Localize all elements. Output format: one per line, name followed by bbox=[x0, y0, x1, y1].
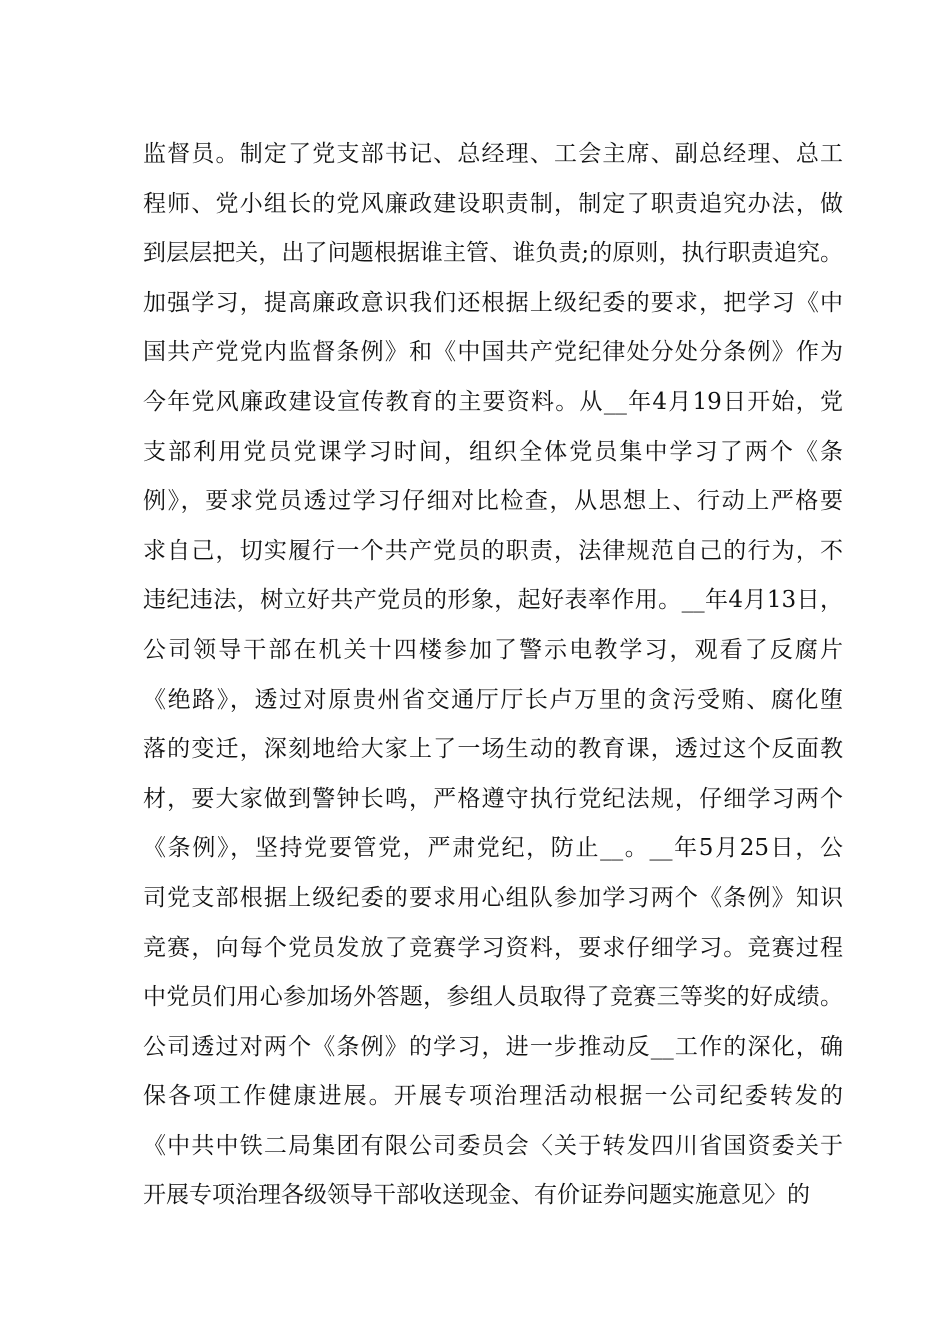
text-line: 公司透过对两个《条例》的学习，进一步推动反__工作的深化，确 bbox=[143, 1033, 843, 1060]
text-line: 例》，要求党员透过学习仔细对比检查，从思想上、行动上严格要 bbox=[143, 488, 843, 515]
text-line: 《条例》，坚持党要管党，严肃党纪，防止__。__年5月25日，公 bbox=[143, 835, 843, 862]
text-line: 《绝路》，透过对原贵州省交通厅厅长卢万里的贪污受贿、腐化堕 bbox=[143, 686, 843, 713]
text-line: 保各项工作健康进展。开展专项治理活动根据一公司纪委转发的 bbox=[143, 1083, 843, 1110]
text-line: 到层层把关，出了问题根据谁主管、谁负责;的原则，执行职责追究。 bbox=[143, 240, 843, 267]
text-line: 今年党风廉政建设宣传教育的主要资料。从__年4月19日开始，党 bbox=[143, 388, 843, 415]
text-line: 违纪违法，树立好共产党员的形象，起好表率作用。__年4月13日， bbox=[143, 587, 843, 614]
text-line: 支部利用党员党课学习时间，组织全体党员集中学习了两个《条 bbox=[143, 438, 843, 465]
text-line: 开展专项治理各级领导干部收送现金、有价证券问题实施意见〉的 bbox=[143, 1182, 810, 1209]
text-line: 材，要大家做到警钟长鸣，严格遵守执行党纪法规，仔细学习两个 bbox=[143, 785, 843, 812]
body-text bbox=[143, 130, 843, 1221]
text-line: 监督员。制定了党支部书记、总经理、工会主席、副总经理、总工 bbox=[143, 141, 843, 167]
text-line: 司党支部根据上级纪委的要求用心组队参加学习两个《条例》知识 bbox=[143, 884, 843, 911]
text-line: 中党员们用心参加场外答题，参组人员取得了竞赛三等奖的好成绩。 bbox=[143, 984, 843, 1011]
text-line: 程师、党小组长的党风廉政建设职责制，制定了职责追究办法，做 bbox=[143, 190, 843, 217]
text-line: 公司领导干部在机关十四楼参加了警示电教学习，观看了反腐片 bbox=[143, 636, 843, 663]
text-line: 《中共中铁二局集团有限公司委员会〈关于转发四川省国资委关于 bbox=[143, 1132, 843, 1159]
text-line: 加强学习，提高廉政意识我们还根据上级纪委的要求，把学习《中 bbox=[143, 289, 843, 316]
text-line: 求自己，切实履行一个共产党员的职责，法律规范自己的行为，不 bbox=[143, 537, 843, 564]
text-line: 落的变迁，深刻地给大家上了一场生动的教育课，透过这个反面教 bbox=[143, 736, 843, 763]
text-line: 国共产党党内监督条例》和《中国共产党纪律处分处分条例》作为 bbox=[143, 339, 843, 366]
text-line: 竞赛，向每个党员发放了竞赛学习资料，要求仔细学习。竞赛过程 bbox=[143, 934, 843, 961]
